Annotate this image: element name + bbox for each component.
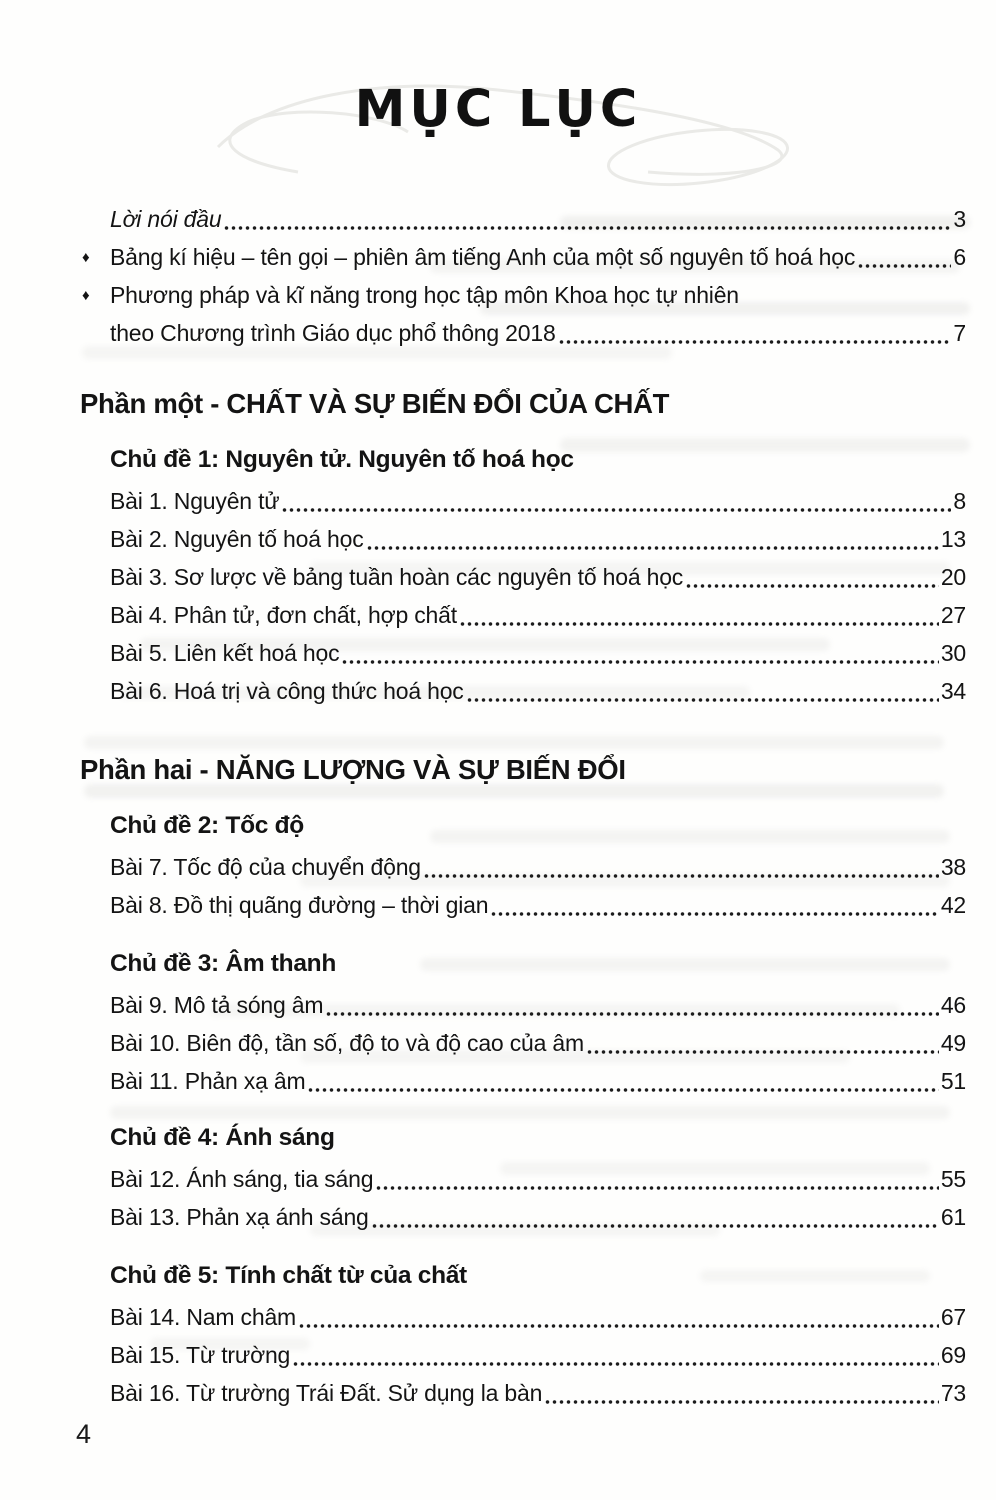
- dot-leader: [307, 1062, 938, 1100]
- toc-entry: [80, 558, 966, 596]
- part-heading: Phần một - CHẤT VÀ SỰ BIẾN ĐỔI CỦA CHẤT: [80, 388, 670, 419]
- dot-leader: [375, 1160, 938, 1198]
- lesson-list: [80, 1298, 966, 1412]
- dot-leader: [490, 886, 939, 924]
- title-block: [0, 0, 996, 170]
- toc-entry: [80, 1298, 966, 1336]
- toc-entry-label: Lời nói đầu: [110, 206, 222, 232]
- toc-entry-label: Bài 5. Liên kết hoá học: [110, 640, 340, 666]
- dot-leader: [558, 314, 952, 352]
- dot-leader: [544, 1374, 939, 1412]
- toc-entry-page: 6: [953, 244, 966, 270]
- toc-entry: [80, 1374, 966, 1412]
- toc-entry-page: 38: [940, 854, 966, 880]
- toc-entry-label: Bài 12. Ánh sáng, tia sáng: [110, 1166, 374, 1192]
- toc-entry: [80, 596, 966, 634]
- topic-heading: Chủ đề 1: Nguyên tử. Nguyên tố hoá học: [110, 446, 574, 473]
- dot-leader: [586, 1024, 939, 1062]
- topic-heading: Chủ đề 2: Tốc độ: [110, 812, 304, 839]
- toc-entry-page: 69: [940, 1342, 966, 1368]
- dot-leader: [298, 1298, 939, 1336]
- dot-leader: [281, 482, 951, 520]
- toc-entry-page: 13: [940, 526, 966, 552]
- toc-entry-label: theo Chương trình Giáo dục phổ thông 2018: [110, 320, 556, 346]
- lesson-list: [80, 482, 966, 710]
- toc-entry-label: Bài 14. Nam châm: [110, 1304, 296, 1330]
- toc-entry-label: Bài 9. Mô tả sóng âm: [110, 992, 324, 1018]
- toc-entry: [80, 886, 966, 924]
- toc-entry: [80, 634, 966, 672]
- toc-entry: [80, 482, 966, 520]
- toc-entry-label: Bài 13. Phản xạ ánh sáng: [110, 1204, 369, 1230]
- toc-entry-label: Bài 16. Từ trường Trái Đất. Sử dụng la bàn: [110, 1380, 543, 1406]
- dot-leader: [857, 238, 951, 276]
- toc-entry-page: 7: [953, 320, 966, 346]
- toc-entry: [80, 1024, 966, 1062]
- diamond-bullet-icon: ♦: [82, 287, 90, 304]
- page-title: MỤC LỤC: [354, 80, 642, 139]
- toc-entry: [80, 672, 966, 710]
- toc-entry: [80, 1062, 966, 1100]
- toc-entry-label: Bài 8. Đồ thị quãng đường – thời gian: [110, 892, 489, 918]
- toc-entry: [80, 238, 966, 276]
- toc-entry: [80, 520, 966, 558]
- part-heading: Phần hai - NĂNG LƯỢNG VÀ SỰ BIẾN ĐỔI: [80, 754, 626, 785]
- toc-entry-label: Bài 10. Biên độ, tần số, độ to và độ cao của âm: [110, 1030, 584, 1056]
- toc-entry-page: 49: [940, 1030, 966, 1056]
- toc-entry: [80, 276, 966, 314]
- toc-entry-label: Bảng kí hiệu – tên gọi – phiên âm tiếng Anh của một số nguyên tố hoá học: [110, 244, 856, 270]
- lesson-list: [80, 1160, 966, 1236]
- dot-leader: [423, 848, 939, 886]
- toc-entry: [80, 986, 966, 1024]
- toc-entry-page: 42: [940, 892, 966, 918]
- toc-entry: [80, 848, 966, 886]
- dot-leader: [371, 1198, 939, 1236]
- toc-entry: [80, 200, 966, 238]
- dot-leader: [341, 634, 938, 672]
- toc-entry-page: 34: [940, 678, 966, 704]
- dot-leader: [459, 596, 939, 634]
- toc-entry-label: Bài 3. Sơ lược về bảng tuần hoàn các nguyên tố hoá học: [110, 564, 684, 590]
- toc-entry-label: Bài 2. Nguyên tố hoá học: [110, 526, 364, 552]
- topic-heading: Chủ đề 3: Âm thanh: [110, 950, 336, 977]
- toc-entry-page: 61: [940, 1204, 966, 1230]
- toc-entry: [80, 1160, 966, 1198]
- topic-heading: Chủ đề 5: Tính chất từ của chất: [110, 1262, 467, 1289]
- dot-leader: [325, 986, 938, 1024]
- toc-entry-page: 51: [940, 1068, 966, 1094]
- toc-entry-continuation: [80, 314, 966, 352]
- toc-entry-page: 73: [940, 1380, 966, 1406]
- dot-leader: [685, 558, 939, 596]
- toc-content: [0, 200, 996, 1412]
- toc-entry-page: 8: [953, 488, 966, 514]
- toc-entry-page: 67: [940, 1304, 966, 1330]
- front-matter-section: [80, 200, 966, 352]
- dot-leader: [292, 1336, 939, 1374]
- dot-leader: [223, 200, 951, 238]
- toc-entry-label: Phương pháp và kĩ năng trong học tập môn Khoa học tự nhiên: [110, 282, 739, 308]
- diamond-bullet-icon: ♦: [82, 249, 90, 266]
- toc-entry-page: 20: [940, 564, 966, 590]
- toc-entry-label: Bài 11. Phản xạ âm: [110, 1068, 306, 1094]
- toc-entry-label: Bài 6. Hoá trị và công thức hoá học: [110, 678, 464, 704]
- dot-leader: [466, 672, 939, 710]
- toc-entry-label: Bài 15. Từ trường: [110, 1342, 291, 1368]
- folio-page-number: 4: [76, 1419, 92, 1449]
- lesson-list: [80, 986, 966, 1100]
- lesson-list: [80, 848, 966, 924]
- toc-entry-page: 27: [940, 602, 966, 628]
- topic-heading: Chủ đề 4: Ánh sáng: [110, 1124, 335, 1151]
- toc-entry-page: 30: [940, 640, 966, 666]
- toc-entry-label: Bài 7. Tốc độ của chuyển động: [110, 854, 421, 880]
- toc-entry-page: 46: [940, 992, 966, 1018]
- toc-entry: [80, 1198, 966, 1236]
- toc-entry: [80, 1336, 966, 1374]
- toc-entry-page: 3: [953, 206, 966, 232]
- toc-entry-page: 55: [940, 1166, 966, 1192]
- toc-entry-label: Bài 4. Phân tử, đơn chất, hợp chất: [110, 602, 457, 628]
- toc-entry-label: Bài 1. Nguyên tử: [110, 488, 280, 514]
- dot-leader: [366, 520, 939, 558]
